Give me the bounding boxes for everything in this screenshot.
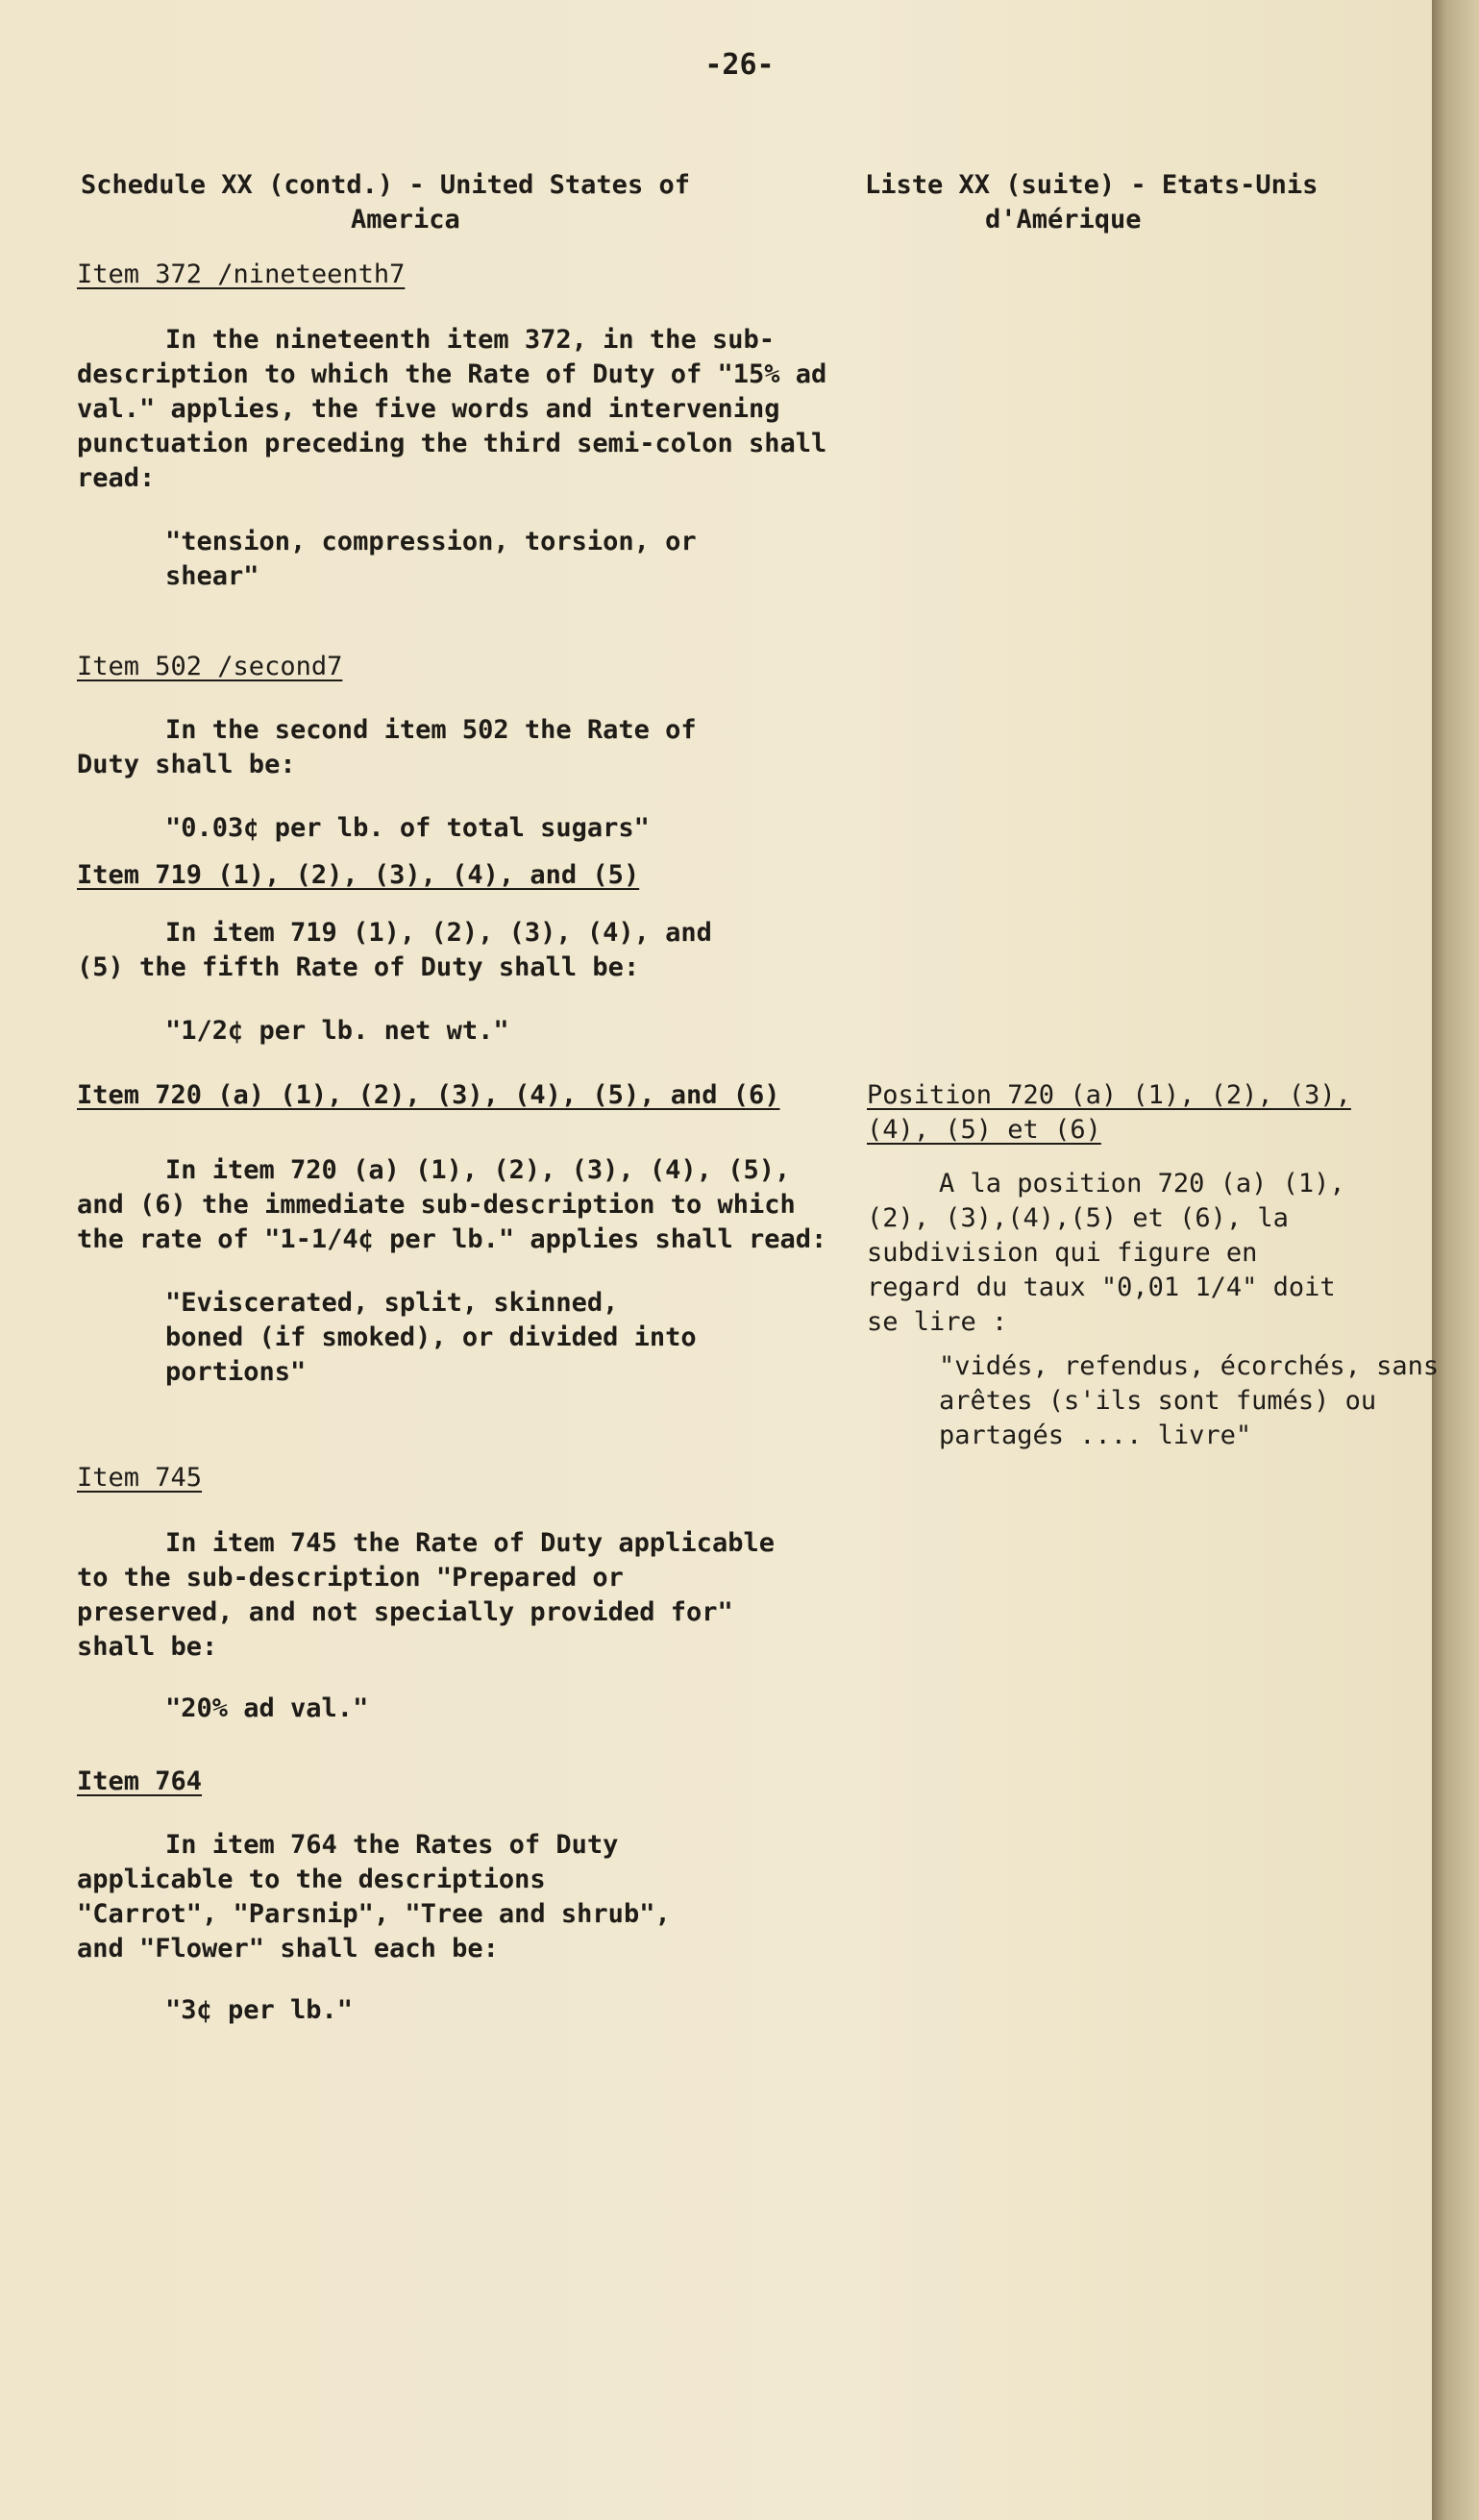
item-quote: "20% ad val."	[165, 1693, 369, 1723]
item-body: In item 720 (a) (1), (2), (3), (4), (5), and (6) the immediate sub-description to which the rate of "1-1/4¢ per lb." applies shall read:	[77, 1155, 827, 1254]
item-502	[77, 650, 846, 846]
item-quote: "Eviscerated, split, skinned, boned (if smoked), or divided into portions"	[165, 1288, 697, 1387]
right-header-line2: d'Amérique	[985, 205, 1142, 235]
item-quote: "tension, compression, torsion, or shear"	[165, 527, 697, 591]
item-body: In item 745 the Rate of Duty applicable to the sub-description "Prepared or preserved, and not specially provided for" shall be:	[77, 1528, 775, 1662]
left-header-line1: Schedule XX (contd.) - United States of	[81, 170, 690, 200]
page-number: -26-	[704, 48, 775, 82]
item-764	[77, 1765, 846, 2028]
item-heading: Item 372 /nineteenth7	[77, 259, 406, 289]
item-body: In item 719 (1), (2), (3), (4), and (5) the fifth Rate of Duty shall be:	[77, 918, 712, 982]
french-item-heading: Position 720 (a) (1), (2), (3), (4), (5) et (6)	[867, 1080, 1351, 1145]
french-item-body: A la position 720 (a) (1),(2), (3),(4),(5) et (6), la subdivision qui figure en regard du taux "0,01 1/4" doit se lire :	[867, 1169, 1345, 1337]
item-745	[77, 1461, 846, 1726]
item-heading: Item 764	[77, 1766, 203, 1796]
french-item-720	[867, 1078, 1440, 1453]
left-header	[77, 168, 846, 237]
item-720	[77, 1078, 846, 1390]
item-719	[77, 858, 846, 1049]
left-header-line2: America	[351, 205, 460, 235]
item-body: In the second item 502 the Rate of Duty shall be:	[77, 715, 697, 779]
item-quote: "3¢ per lb."	[165, 1995, 354, 2025]
item-heading: Item 720 (a) (1), (2), (3), (4), (5), and (6)	[77, 1080, 780, 1110]
french-item-quote: "vidés, refendus, écorchés, sans arêtes (s'ils sont fumés) ou partagés .... livre"	[939, 1351, 1440, 1450]
right-header	[865, 168, 1403, 237]
item-body: In item 764 the Rates of Duty applicable to the descriptions "Carrot", "Parsnip", "Tree and shrub", and "Flower" shall each be:	[77, 1830, 671, 1964]
page-edge	[1432, 0, 1479, 2520]
item-heading: Item 502 /second7	[77, 652, 343, 681]
item-372	[77, 258, 846, 594]
item-heading: Item 745	[77, 1463, 203, 1493]
item-body: In the nineteenth item 372, in the sub-description to which the Rate of Duty of "15% ad val." applies, the five words and intervening punctuation preceding the third semi-colon shall read:	[77, 325, 827, 493]
right-header-line1: Liste XX (suite) - Etats-Unis	[865, 170, 1319, 200]
item-quote: "1/2¢ per lb. net wt."	[165, 1016, 509, 1046]
item-heading: Item 719 (1), (2), (3), (4), and (5)	[77, 860, 640, 890]
item-quote: "0.03¢ per lb. of total sugars"	[165, 813, 650, 843]
